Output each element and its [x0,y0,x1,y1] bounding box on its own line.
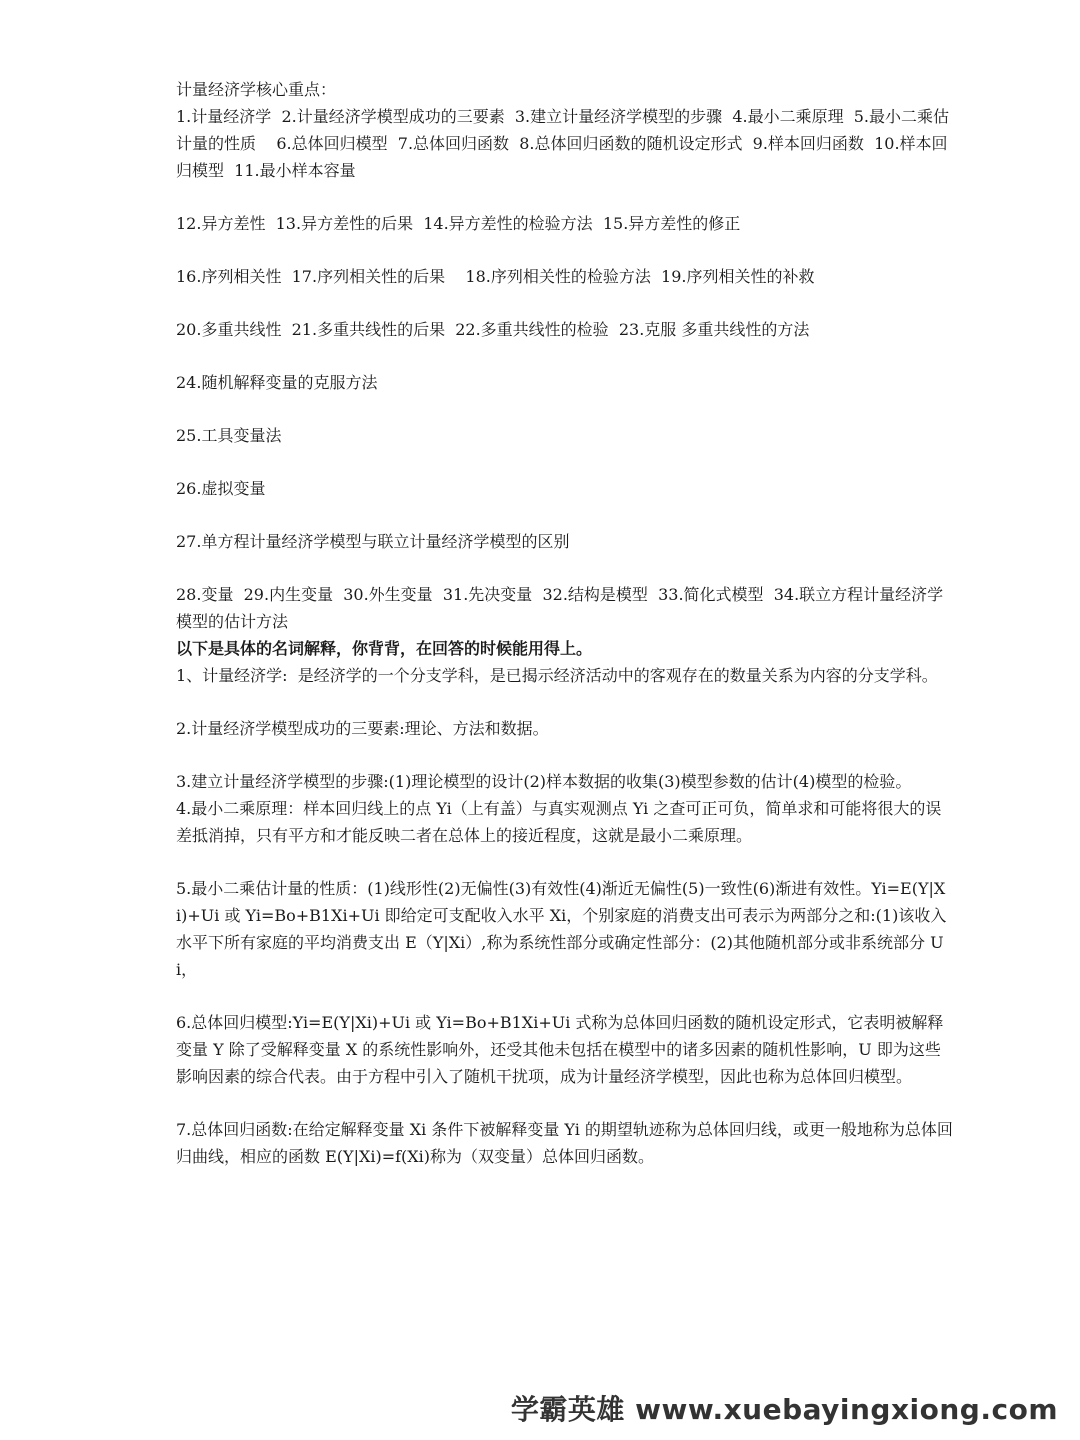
outline-item-1: 1.计量经济学 2.计量经济学模型成功的三要素 3.建立计量经济学模型的步骤 4.最小二乘原理 5.最小二乘估计量的性质 6.总体回归模型 7.总体回归函数 8.总体回归函数的随机设定形式 9.样本回归函数 10.样本回归模型 11.最小样本容量 [176,107,950,180]
outline-item-8: 27.单方程计量经济学模型与联立计量经济学模型的区别 [176,532,570,551]
doc-title: 计量经济学核心重点： [176,80,337,99]
definition-5: 5.最小二乘估计量的性质：(1)线形性(2)无偏性(3)有效性(4)渐近无偏性(5)一致性(6)渐进有效性。Yi=E(Y|Xi)+Ui 或 Yi=Bo+B1Xi+Ui 即给定可支配收入水平 Xi，个别家庭的消费支出可表示为两部分之和:(1)该收入水平下所有家庭的平均消费支出 E（Y|Xi）,称为系统性部分或确定性部分：(2)其他随机部分或非系统部分 Ui， [176,879,947,979]
outline-item-4: 20.多重共线性 21.多重共线性的后果 22.多重共线性的检验 23.克服 多重共线性的方法 [176,320,810,339]
definition-6: 6.总体回归模型:Yi=E(Y|Xi)+Ui 或 Yi=Bo+B1Xi+Ui 式称为总体回归函数的随机设定形式，它表明被解释变量 Y 除了受解释变量 X 的系统性影响外，还受其他未包括在模型中的诸多因素的随机性影响，U 即为这些影响因素的综合代表。由于方程中引入了随机干扰项，成为计量经济学模型，因此也称为总体回归模型。 [176,1013,944,1086]
definition-4: 4.最小二乘原理：样本回归线上的点 Yi（上有盖）与真实观测点 Yi 之查可正可负，简单求和可能将很大的误差抵消掉，只有平方和才能反映二者在总体上的接近程度，这就是最小二乘原理。 [176,799,942,845]
definition-7: 7.总体回归函数:在给定解释变量 Xi 条件下被解释变量 Yi 的期望轨迹称为总体回归线，或更一般地称为总体回归曲线，相应的函数 E(Y|Xi)=f(Xi)称为（双变量）总体回归函数。 [176,1120,953,1166]
outline-item-3: 16.序列相关性 17.序列相关性的后果 18.序列相关性的检验方法 19.序列相关性的补救 [176,267,815,286]
outline-item-2: 12.异方差性 13.异方差性的后果 14.异方差性的检验方法 15.异方差性的修正 [176,214,741,233]
definition-1: 1、计量经济学: 是经济学的一个分支学科，是已揭示经济活动中的客观存在的数量关系为内容的分支学科。 [176,666,938,685]
outline-item-7: 26.虚拟变量 [176,479,266,498]
definition-2: 2.计量经济学模型成功的三要素:理论、方法和数据。 [176,719,549,738]
document-body [176,76,954,1170]
intro-heading: 以下是具体的名词解释，你背背，在回答的时候能用得上。 [176,639,593,658]
outline-item-6: 25.工具变量法 [176,426,282,445]
definition-3: 3.建立计量经济学模型的步骤:(1)理论模型的设计(2)样本数据的收集(3)模型参数的估计(4)模型的检验。 [176,772,912,791]
outline-item-5: 24.随机解释变量的克服方法 [176,373,378,392]
outline-item-9: 28.变量 29.内生变量 30.外生变量 31.先决变量 32.结构是模型 33.简化式模型 34.联立方程计量经济学 模型的估计方法 [176,585,949,631]
footer-watermark: 学霸英雄 www.xuebayingxiong.com [510,1393,1058,1426]
